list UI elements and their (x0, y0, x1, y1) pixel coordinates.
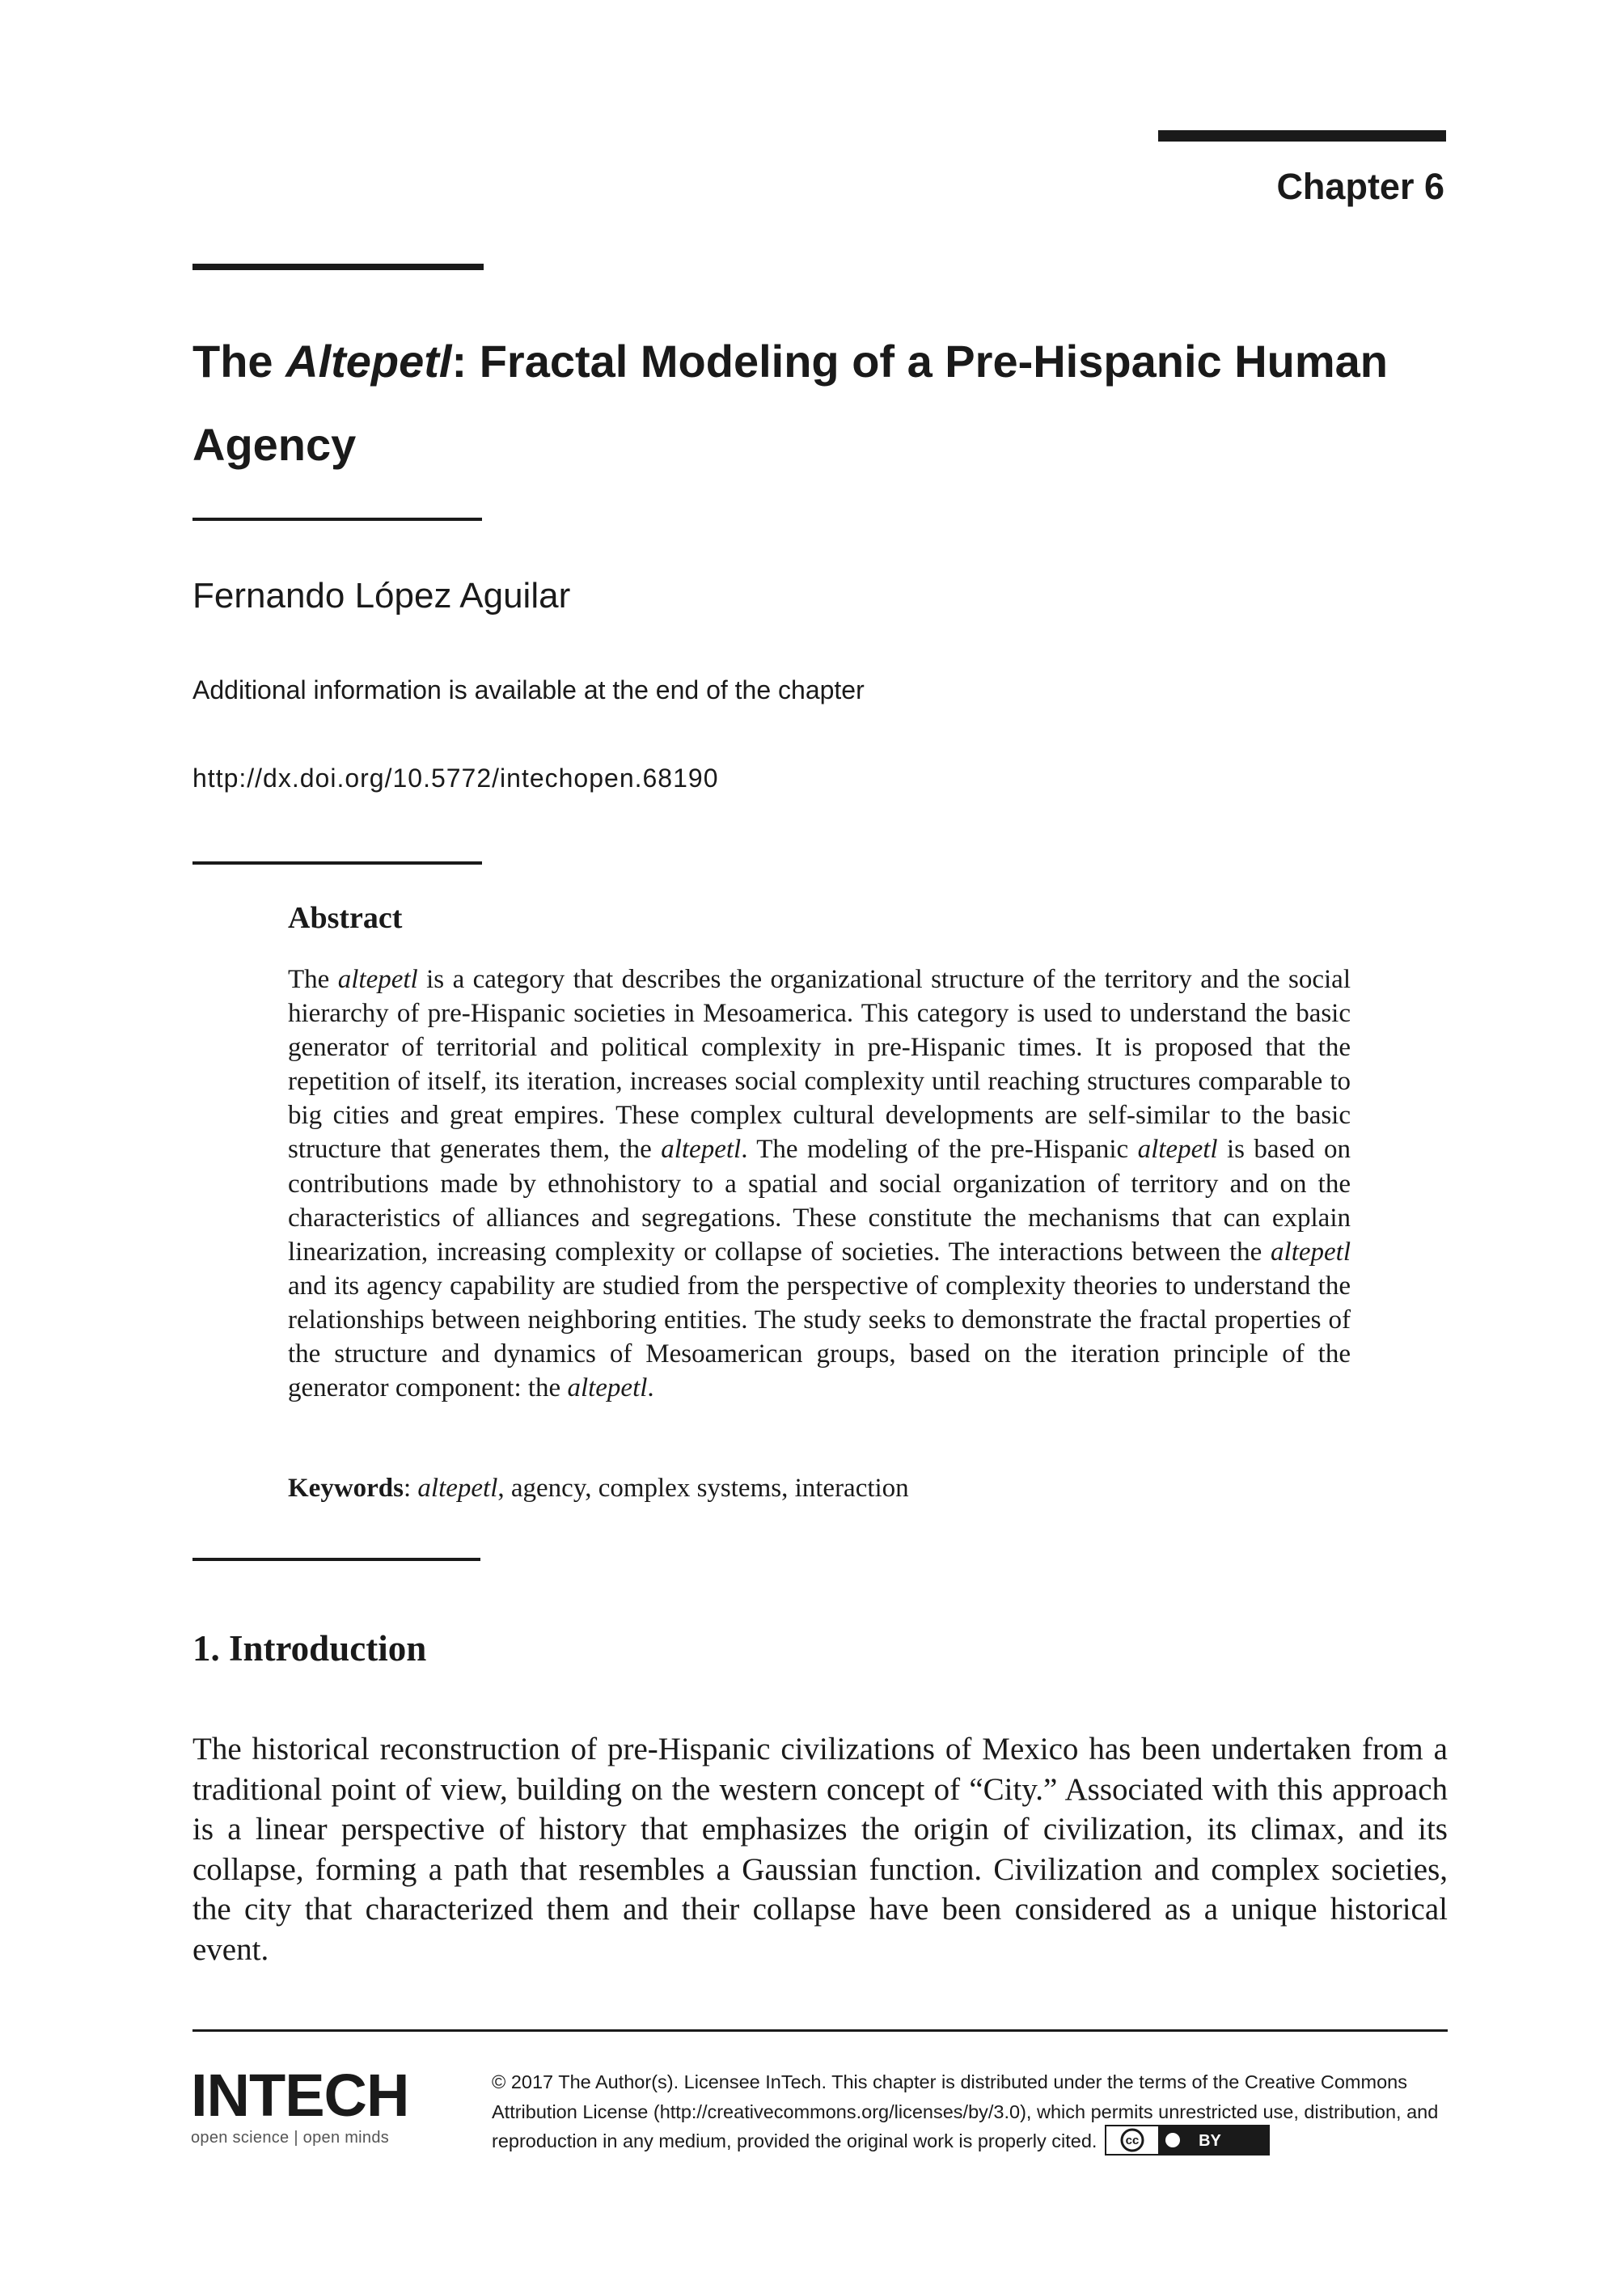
abstract-heading: Abstract (288, 901, 403, 935)
abstract-italic-term: altepetl (337, 965, 418, 994)
introduction-paragraph: The historical reconstruction of pre-Hispanic civilizations of Mexico has been undertaken from a traditional point of view, building on the western concept of “City.” Associated with this approach is a linear perspective of history that emphasizes the origin of civilization, its climax, and its collapse, forming a path that resembles a Gaussian function. Civilization and complex societies, the city that characterized them and their collapse have been considered as a unique historical event. (192, 1732, 1448, 1967)
keywords-sep: : (404, 1474, 418, 1503)
abstract-body (288, 962, 1351, 1405)
abstract-italic-term: altepetl (661, 1135, 742, 1165)
cc-icon-text: cc (1126, 2133, 1140, 2147)
logo-wordmark: INTECH (191, 2062, 409, 2129)
title-bottom-rule (192, 518, 482, 521)
abstract-text-segment: The (288, 965, 338, 994)
chapter-title (192, 319, 1454, 486)
cc-by-badge-icon[interactable] (1105, 2125, 1270, 2156)
doi-link[interactable]: http://dx.doi.org/10.5772/intechopen.68190 (192, 764, 719, 793)
abstract-text-segment: is based on contributions made by ethnohistory to a spatial and social organization of territory and on the characteristics of alliances and segregations. These constitute the mechanisms that can explain linearization, increasing complexity or collapse of societies. The interactions between the (288, 1135, 1351, 1267)
keyword-first: altepetl (417, 1474, 498, 1503)
keywords-label: Keywords (288, 1474, 404, 1503)
abstract-text-segment: and its agency capability are studied from the perspective of complexity theories to understand the relationships between neighboring entities. The study seeks to demonstrate the fractal properties of the structure and dynamics of Mesoamerican groups, based on the iteration principle of the generator component: the (288, 1271, 1351, 1403)
license-text: © 2017 The Author(s). Licensee InTech. This chapter is distributed under the terms of the Creative Commons Attribution License (http://creativecommons.org/licenses/by/3.0), which permits unrestricted use, distribution, and reproduction in any medium, provided the original work is properly cited. (492, 2071, 1439, 2151)
footer-rule (192, 2029, 1448, 2032)
license-notice (492, 2067, 1454, 2158)
title-rest: : Fractal Modeling of a Pre-Hispanic Human Agency (192, 336, 1388, 470)
section-heading-introduction: 1. Introduction (192, 1628, 427, 1669)
title-italic: Altepetl (285, 336, 452, 387)
top-right-rule (1158, 130, 1446, 142)
title-prefix: The (192, 336, 286, 387)
abstract-text-segment: is a category that describes the organizational structure of the territory and the social hierarchy of pre-Hispanic societies in Mesoamerica. This category is used to understand the basic generator of territorial and political complexity in pre-Hispanic times. It is proposed that the repetition of itself, its iteration, increases social complexity until reaching structures comparable to big cities and great empires. These complex cultural developments are self-similar to the basic structure that generates them, the (288, 965, 1351, 1165)
author-name: Fernando López Aguilar (192, 576, 571, 616)
abstract-top-rule (192, 861, 482, 865)
intech-logo (191, 2062, 409, 2147)
abstract-bottom-rule (192, 1558, 480, 1561)
keywords-rest: , agency, complex systems, interaction (497, 1474, 909, 1503)
abstract-italic-term: altepetl (1137, 1135, 1218, 1165)
keywords-line (288, 1474, 909, 1504)
by-text: BY (1199, 2131, 1222, 2150)
abstract-italic-term: altepetl (567, 1373, 648, 1403)
additional-info: Additional information is available at the end of the chapter (192, 675, 865, 704)
title-top-rule (192, 264, 484, 270)
chapter-label: Chapter 6 (1276, 166, 1444, 207)
abstract-italic-term: altepetl (1271, 1237, 1351, 1267)
abstract-text-segment: . (647, 1373, 654, 1403)
logo-tagline: open science | open minds (191, 2129, 390, 2147)
abstract-text-segment: . The modeling of the pre-Hispanic (741, 1135, 1138, 1165)
